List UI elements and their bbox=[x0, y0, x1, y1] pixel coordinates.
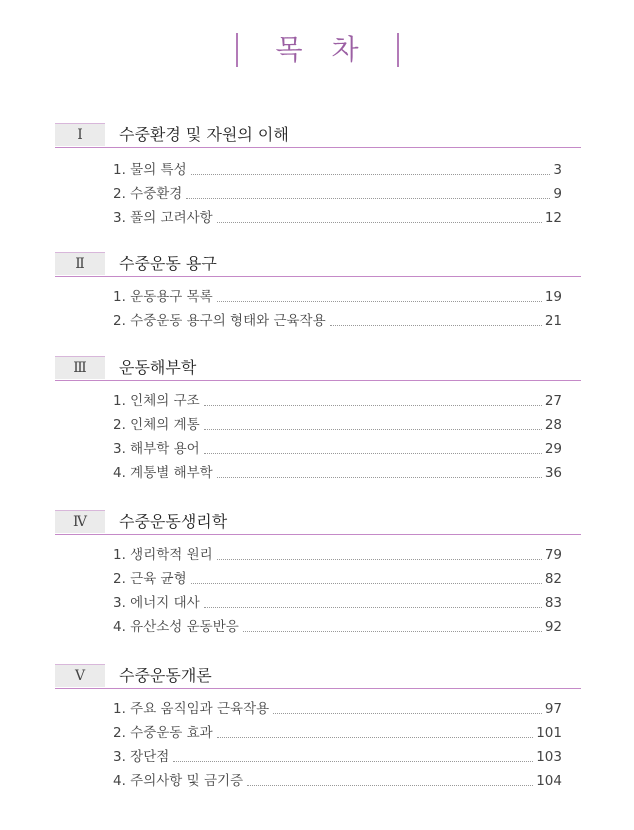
dot-leader bbox=[273, 713, 542, 714]
section-title: 수중운동 용구 bbox=[119, 254, 217, 273]
toc-item-label: 2. 수중운동 용구의 형태와 근육작용 bbox=[113, 313, 326, 329]
toc-item-label: 1. 주요 움직임과 근육작용 bbox=[113, 701, 270, 717]
section-header bbox=[55, 123, 581, 148]
toc-item[interactable] bbox=[113, 287, 562, 307]
dot-leader bbox=[204, 429, 542, 430]
toc-item-label: 1. 인체의 구조 bbox=[113, 393, 200, 409]
toc-item-label: 3. 에너지 대사 bbox=[113, 595, 200, 611]
section-header bbox=[55, 252, 581, 277]
toc-item-page: 79 bbox=[544, 547, 562, 563]
dot-leader bbox=[217, 301, 542, 302]
toc-item-page: 92 bbox=[544, 619, 562, 635]
toc-item[interactable] bbox=[113, 160, 562, 180]
toc-item-label: 2. 근육 균형 bbox=[113, 571, 187, 587]
toc-item-page: 97 bbox=[544, 701, 562, 717]
toc-item[interactable] bbox=[113, 617, 562, 637]
dot-leader bbox=[204, 607, 542, 608]
toc-item-page: 27 bbox=[544, 393, 562, 409]
dot-leader bbox=[191, 174, 551, 175]
toc-item-label: 2. 인체의 계통 bbox=[113, 417, 200, 433]
section-header bbox=[55, 356, 581, 381]
toc-item[interactable] bbox=[113, 184, 562, 204]
toc-item-page: 104 bbox=[536, 773, 562, 789]
toc-item-page: 101 bbox=[536, 725, 562, 741]
section-numeral: Ⅳ bbox=[55, 510, 105, 533]
toc-item-label: 4. 유산소성 운동반응 bbox=[113, 619, 239, 635]
toc-item[interactable] bbox=[113, 439, 562, 459]
dot-leader bbox=[191, 583, 542, 584]
toc-item-label: 3. 풀의 고려사항 bbox=[113, 210, 213, 226]
toc-item-page: 28 bbox=[544, 417, 562, 433]
toc-item[interactable] bbox=[113, 415, 562, 435]
toc-item[interactable] bbox=[113, 723, 562, 743]
toc-item[interactable] bbox=[113, 747, 562, 767]
section-title: 운동해부학 bbox=[119, 358, 197, 377]
toc-item-page: 19 bbox=[544, 289, 562, 305]
toc-item-page: 83 bbox=[544, 595, 562, 611]
dot-leader bbox=[173, 761, 533, 762]
dot-leader bbox=[204, 405, 542, 406]
section-header bbox=[55, 664, 581, 689]
title-right-bar bbox=[397, 33, 399, 67]
section-header bbox=[55, 510, 581, 535]
toc-item[interactable] bbox=[113, 311, 562, 331]
toc-item[interactable] bbox=[113, 391, 562, 411]
toc-item-page: 82 bbox=[544, 571, 562, 587]
dot-leader bbox=[217, 222, 542, 223]
toc-item-page: 9 bbox=[553, 186, 562, 202]
section-numeral: Ⅴ bbox=[55, 664, 105, 687]
dot-leader bbox=[204, 453, 542, 454]
page-title: 목 차 bbox=[275, 33, 369, 66]
toc-item[interactable] bbox=[113, 569, 562, 589]
section-title: 수중운동개론 bbox=[119, 666, 212, 685]
toc-item-page: 12 bbox=[544, 210, 562, 226]
toc-item[interactable] bbox=[113, 699, 562, 719]
dot-leader bbox=[247, 785, 533, 786]
toc-item-page: 103 bbox=[536, 749, 562, 765]
toc-item-page: 29 bbox=[544, 441, 562, 457]
toc-item[interactable] bbox=[113, 463, 562, 483]
toc-item[interactable] bbox=[113, 208, 562, 228]
toc-item[interactable] bbox=[113, 771, 562, 791]
dot-leader bbox=[330, 325, 542, 326]
toc-item-page: 21 bbox=[544, 313, 562, 329]
toc-item-label: 2. 수중환경 bbox=[113, 186, 183, 202]
toc-item-label: 3. 장단점 bbox=[113, 749, 170, 765]
dot-leader bbox=[217, 477, 542, 478]
toc-item-label: 1. 운동용구 목록 bbox=[113, 289, 213, 305]
toc-item[interactable] bbox=[113, 545, 562, 565]
section-numeral: Ⅰ bbox=[55, 123, 105, 146]
toc-item-label: 1. 생리학적 원리 bbox=[113, 547, 213, 563]
toc-item-label: 3. 해부학 용어 bbox=[113, 441, 200, 457]
dot-leader bbox=[217, 737, 534, 738]
dot-leader bbox=[243, 631, 542, 632]
toc-title bbox=[0, 30, 634, 70]
section-numeral: Ⅱ bbox=[55, 252, 105, 275]
toc-item-label: 1. 물의 특성 bbox=[113, 162, 187, 178]
section-title: 수중환경 및 자원의 이해 bbox=[119, 125, 289, 144]
toc-item-label: 4. 계통별 해부학 bbox=[113, 465, 213, 481]
section-title: 수중운동생리학 bbox=[119, 512, 228, 531]
toc-item-label: 4. 주의사항 및 금기증 bbox=[113, 773, 244, 789]
toc-item[interactable] bbox=[113, 593, 562, 613]
toc-item-page: 3 bbox=[553, 162, 562, 178]
dot-leader bbox=[186, 198, 550, 199]
dot-leader bbox=[217, 559, 542, 560]
toc-item-label: 2. 수중운동 효과 bbox=[113, 725, 213, 741]
toc-item-page: 36 bbox=[544, 465, 562, 481]
section-numeral: Ⅲ bbox=[55, 356, 105, 379]
